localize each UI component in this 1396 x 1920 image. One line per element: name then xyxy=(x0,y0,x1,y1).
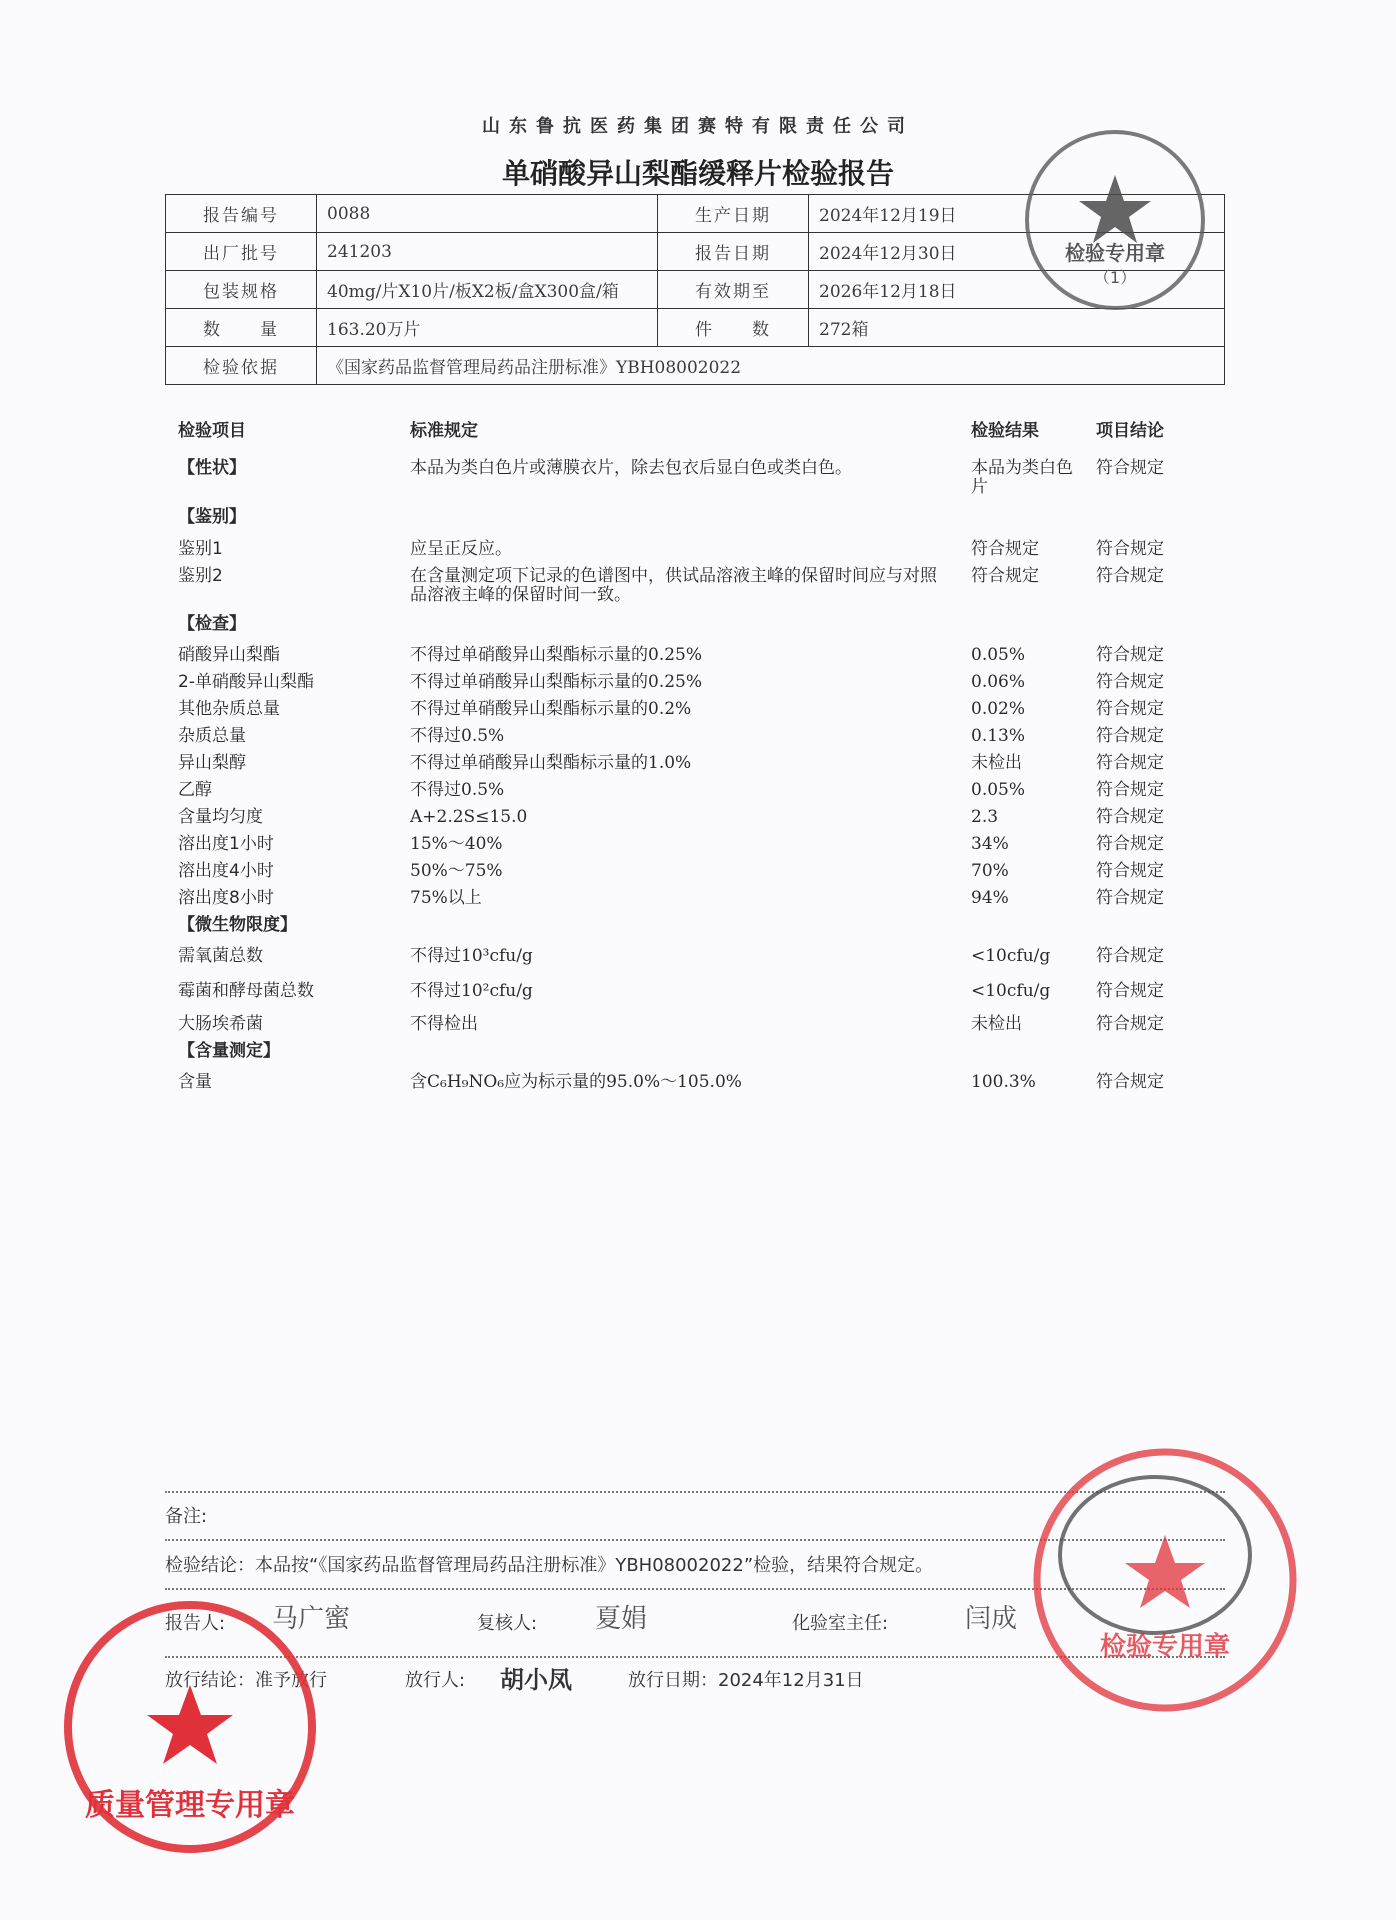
item-name: 异山梨醇 xyxy=(178,753,246,773)
standard: 不得检出 xyxy=(410,1014,478,1034)
result: 100.3% xyxy=(971,1072,1036,1092)
result: 符合规定 xyxy=(971,539,1039,559)
item-name: 含量 xyxy=(178,1072,212,1092)
batch: 241203 xyxy=(317,233,658,271)
basis: 《国家药品监督管理局药品注册标准》YBH08002022 xyxy=(317,347,1225,385)
result: 未检出 xyxy=(971,1014,1022,1034)
result: <10cfu/g xyxy=(971,946,1051,966)
col-item: 检验项目 xyxy=(178,421,246,441)
conclusion: 符合规定 xyxy=(1096,1014,1164,1034)
conclusion: 符合规定 xyxy=(1096,726,1164,746)
conclusion: 符合规定 xyxy=(1096,888,1164,908)
svg-text:质量管理专用章: 质量管理专用章 xyxy=(85,1788,295,1823)
standard: 不得过单硝酸异山梨酯标示量的0.2% xyxy=(410,699,692,719)
item-name: 【含量测定】 xyxy=(178,1041,280,1061)
item-name: 硝酸异山梨酯 xyxy=(178,645,280,665)
result: 0.05% xyxy=(971,645,1026,665)
svg-text:（1）: （1） xyxy=(1093,268,1137,287)
inspection-conclusion: 检验结论：本品按“《国家药品监督管理局药品注册标准》YBH08002022”检验，结果符合规定。 xyxy=(165,1555,934,1576)
standard: 含C₆H₉NO₆应为标示量的95.0%～105.0% xyxy=(410,1072,742,1092)
releaser-label: 放行人: xyxy=(405,1670,466,1691)
result: 符合规定 xyxy=(971,566,1039,586)
result: 未检出 xyxy=(971,753,1022,773)
result: <10cfu/g xyxy=(971,981,1051,1001)
item-name: 杂质总量 xyxy=(178,726,246,746)
quantity: 163.20万片 xyxy=(317,309,658,347)
item-name: 大肠埃希菌 xyxy=(178,1014,263,1034)
result: 0.06% xyxy=(971,672,1026,692)
conclusion: 符合规定 xyxy=(1096,645,1164,665)
pieces-label: 件 数 xyxy=(658,309,809,347)
release-conclusion: 放行结论：准予放行 xyxy=(165,1670,327,1691)
item-name: 【微生物限度】 xyxy=(178,915,297,935)
item-name: 霉菌和酵母菌总数 xyxy=(178,981,314,1001)
conclusion: 符合规定 xyxy=(1096,753,1164,773)
item-name: 鉴别1 xyxy=(178,539,223,559)
conclusion: 符合规定 xyxy=(1096,780,1164,800)
conclusion: 符合规定 xyxy=(1096,539,1164,559)
conclusion: 符合规定 xyxy=(1096,566,1164,586)
quality-management-stamp xyxy=(60,1600,320,1860)
item-name: 需氧菌总数 xyxy=(178,946,263,966)
conclusion: 符合规定 xyxy=(1096,834,1164,854)
result: 34% xyxy=(971,834,1009,854)
standard: 不得过单硝酸异山梨酯标示量的0.25% xyxy=(410,672,703,692)
prod-date-label: 生产日期 xyxy=(658,195,809,233)
standard: 不得过10³cfu/g xyxy=(410,946,533,966)
item-name: 2-单硝酸异山梨酯 xyxy=(178,672,314,692)
result: 0.13% xyxy=(971,726,1026,746)
package: 40mg/片X10片/板X2板/盒X300盒/箱 xyxy=(317,271,658,309)
report-title: 单硝酸异山梨酯缓释片检验报告 xyxy=(501,157,894,190)
item-name: 溶出度8小时 xyxy=(178,888,274,908)
item-name: 【检查】 xyxy=(178,614,246,634)
lab-head-label: 化验室主任: xyxy=(792,1613,889,1634)
svg-text:检验专用章: 检验专用章 xyxy=(1099,1632,1231,1662)
result: 本品为类白色片 xyxy=(971,458,1073,497)
result: 0.02% xyxy=(971,699,1026,719)
conclusion: 符合规定 xyxy=(1096,458,1164,478)
report-date: 2024年12月30日 xyxy=(809,233,1225,271)
conclusion: 符合规定 xyxy=(1096,861,1164,881)
batch-label: 出厂批号 xyxy=(166,233,317,271)
release-date: 放行日期：2024年12月31日 xyxy=(628,1670,864,1691)
conclusion: 符合规定 xyxy=(1096,699,1164,719)
result: 94% xyxy=(971,888,1009,908)
standard: 75%以上 xyxy=(410,888,482,908)
standard: 应呈正反应。 xyxy=(410,539,512,559)
expiry: 2026年12月18日 xyxy=(809,271,1225,309)
standard: 不得过0.5% xyxy=(410,726,505,746)
basis-label: 检验依据 xyxy=(166,347,317,385)
result: 70% xyxy=(971,861,1009,881)
result: 2.3 xyxy=(971,807,999,827)
standard: 本品为类白色片或薄膜衣片，除去包衣后显白色或类白色。 xyxy=(410,458,852,478)
item-name: 溶出度4小时 xyxy=(178,861,274,881)
reviewer-label: 复核人: xyxy=(477,1613,538,1634)
reporter-signature: 马广蜜 xyxy=(272,1604,351,1634)
conclusion: 符合规定 xyxy=(1096,946,1164,966)
report-no-label: 报告编号 xyxy=(166,195,317,233)
report-no: 0088 xyxy=(317,195,658,233)
expiry-label: 有效期至 xyxy=(658,271,809,309)
conclusion: 符合规定 xyxy=(1096,1072,1164,1092)
inspection-stamp xyxy=(1020,125,1210,315)
standard: 不得过单硝酸异山梨酯标示量的0.25% xyxy=(410,645,703,665)
reporter-label: 报告人: xyxy=(165,1613,226,1634)
conclusion: 符合规定 xyxy=(1096,807,1164,827)
company-name: 山东鲁抗医药集团赛特有限责任公司 xyxy=(482,116,914,137)
lab-head-signature: 闫成 xyxy=(965,1604,1018,1634)
standard: 不得过单硝酸异山梨酯标示量的1.0% xyxy=(410,753,692,773)
releaser-signature: 胡小凤 xyxy=(500,1665,572,1694)
conclusion: 符合规定 xyxy=(1096,981,1164,1001)
report-date-label: 报告日期 xyxy=(658,233,809,271)
quality-release-stamp xyxy=(1030,1445,1300,1715)
svg-text:检验专用章: 检验专用章 xyxy=(1065,241,1165,265)
package-label: 包装规格 xyxy=(166,271,317,309)
prod-date: 2024年12月19日 xyxy=(809,195,1225,233)
item-name: 含量均匀度 xyxy=(178,807,263,827)
remarks-label: 备注: xyxy=(165,1506,208,1527)
item-name: 鉴别2 xyxy=(178,566,223,586)
standard: A+2.2S≤15.0 xyxy=(410,807,528,827)
item-name: 【性状】 xyxy=(178,458,246,478)
quantity-label: 数 量 xyxy=(166,309,317,347)
standard: 50%～75% xyxy=(410,861,503,881)
item-name: 溶出度1小时 xyxy=(178,834,274,854)
reviewer-signature: 夏娟 xyxy=(595,1604,648,1634)
standard: 不得过10²cfu/g xyxy=(410,981,533,1001)
pieces: 272箱 xyxy=(809,309,1225,347)
col-standard: 标准规定 xyxy=(410,421,478,441)
col-conclusion: 项目结论 xyxy=(1096,421,1164,441)
col-result: 检验结果 xyxy=(971,421,1039,441)
result: 0.05% xyxy=(971,780,1026,800)
item-name: 【鉴别】 xyxy=(178,507,246,527)
item-name: 乙醇 xyxy=(178,780,212,800)
standard: 不得过0.5% xyxy=(410,780,505,800)
conclusion: 符合规定 xyxy=(1096,672,1164,692)
standard: 在含量测定项下记录的色谱图中，供试品溶液主峰的保留时间应与对照品溶液主峰的保留时间一致。 xyxy=(410,566,937,605)
item-name: 其他杂质总量 xyxy=(178,699,280,719)
standard: 15%～40% xyxy=(410,834,503,854)
